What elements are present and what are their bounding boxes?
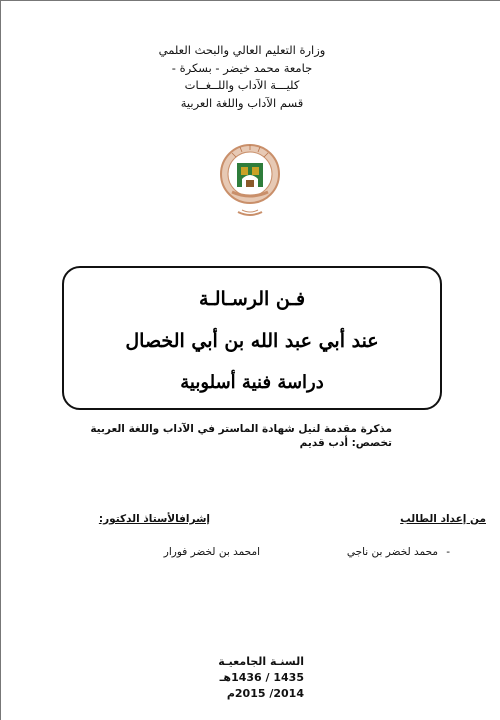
academic-year bbox=[184, 654, 304, 702]
academic-year-gregorian: 2014/ 2015م bbox=[226, 687, 304, 700]
student-name: محمد لخضر بن ناجي bbox=[346, 546, 438, 558]
university-seal-icon bbox=[220, 138, 280, 228]
institution-header bbox=[92, 42, 392, 112]
faculty-name: كليـــة الآداب واللــغــات bbox=[184, 78, 300, 92]
thesis-description bbox=[92, 422, 392, 450]
supervisor-name: امحمد بن لخضر فورار bbox=[163, 546, 260, 558]
degree-statement: مذكرة مقدمة لنيل شهادة الماستر في الآداب واللغة العربية bbox=[90, 423, 392, 435]
student-label: من إعداد الطالب bbox=[400, 513, 486, 525]
university-name: جامعة محمد خيضر - بسكرة - bbox=[171, 60, 313, 75]
department-name: قسم الآداب واللغة العربية bbox=[180, 95, 304, 110]
title-line-2: عند أبي عبد الله بن أبي الخصال bbox=[125, 330, 379, 352]
thesis-title-box bbox=[62, 266, 442, 410]
title-line-1: فـن الرسـالـة bbox=[198, 288, 306, 310]
title-line-3: دراسة فنية أسلوبية bbox=[180, 372, 324, 393]
list-dash: - bbox=[446, 546, 450, 558]
supervisor-label: إشرافالأستاذ الدكتور: bbox=[98, 513, 210, 525]
academic-year-hijri: 1435 / 1436هـ bbox=[219, 671, 304, 684]
ministry-name: وزارة التعليم العالي والبحث العلمي bbox=[158, 43, 326, 57]
academic-year-label: السنـة الجامعيـة bbox=[218, 655, 304, 668]
specialization: تخصص: أدب قديم bbox=[299, 437, 392, 449]
